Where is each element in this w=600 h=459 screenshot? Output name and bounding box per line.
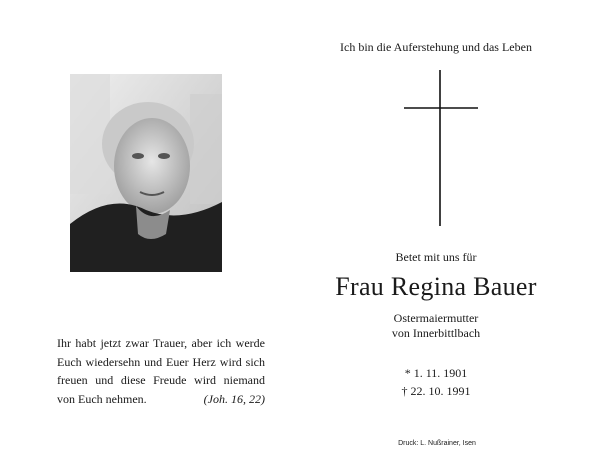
role-line: von Innerbittlbach bbox=[391, 326, 481, 340]
deceased-role bbox=[300, 311, 572, 341]
cross-icon bbox=[400, 70, 480, 226]
verse-reference: (Joh. 16, 22) bbox=[203, 391, 265, 406]
printer-credit: Druck: L. Nußrainer, Isen bbox=[398, 440, 476, 447]
death-date: † 22. 10. 1991 bbox=[401, 384, 471, 398]
bible-verse bbox=[57, 334, 265, 408]
life-dates bbox=[300, 364, 572, 400]
motto-text: Ich bin die Auferstehung und das Leben bbox=[340, 40, 532, 54]
verse-last-line bbox=[57, 390, 265, 409]
verse-line: Ihr habt jetzt zwar Trauer, aber ich werde bbox=[57, 336, 265, 350]
portrait-photo bbox=[70, 74, 222, 272]
verse-line: von Euch nehmen. bbox=[57, 391, 147, 406]
role-line: Ostermaiermutter bbox=[393, 311, 479, 325]
verse-line: Euch wiedersehn und Euer Herz wird sich bbox=[57, 354, 265, 369]
verse-line: freuen und diese Freude wird niemand bbox=[57, 373, 265, 387]
birth-date: * 1. 11. 1901 bbox=[404, 366, 468, 380]
prayer-text: Betet mit uns für bbox=[395, 250, 477, 264]
deceased-name: Frau Regina Bauer bbox=[335, 272, 537, 301]
